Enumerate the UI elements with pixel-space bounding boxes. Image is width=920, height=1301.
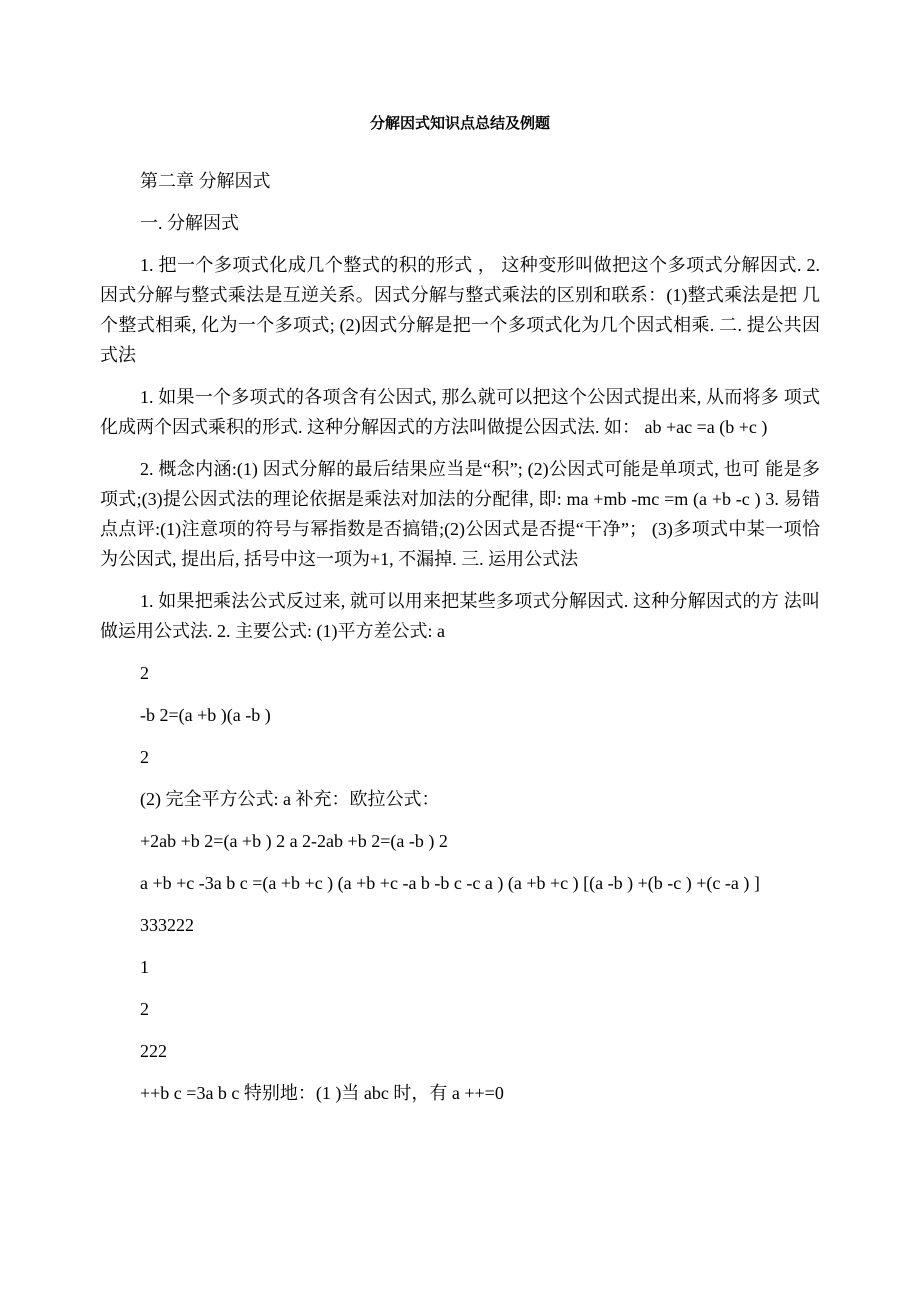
document-title: 分解因式知识点总结及例题	[369, 116, 550, 132]
paragraph: 1. 如果把乘法公式反过来, 就可以用来把某些多项式分解因式. 这种分解因式的方 法叫做运用公式法. 2. 主要公式: (1)平方差公式: a	[100, 591, 820, 641]
paragraph: 1. 把一个多项式化成几个整式的积的形式 ， 这种变形叫做把这个多项式分解因式. 2. 因式分解与整式乘法是互逆关系。因式分解与整式乘法的区别和联系：(1)整式乘法是把 几个整式相乘, 化为一个多项式; (2)因式分解是把一个多项式化为几个因式相乘. 二. 提公共因式法	[100, 255, 820, 365]
paragraph: 1. 如果一个多项式的各项含有公因式, 那么就可以把这个公因式提出来, 从而将多 项式化成两个因式乘积的形式. 这种分解因式的方法叫做提公因式法. 如： ab +ac =a (b +c )	[100, 387, 820, 437]
paragraph: ++b c =3a b c 特别地：(1 )当 abc 时，有 a ++=0	[140, 1083, 504, 1103]
paragraph: +2ab +b 2=(a +b ) 2 a 2-2ab +b 2=(a -b ) 2	[140, 831, 448, 851]
paragraph: 1	[140, 957, 149, 977]
paragraph: a +b +c -3a b c =(a +b +c ) (a +b +c -a b -b c -c a ) (a +b +c ) [(a -b ) +(b -c ) +(c -a ) ]	[140, 873, 760, 893]
paragraph: 一. 分解因式	[140, 213, 239, 233]
paragraph: -b 2=(a +b )(a -b )	[140, 705, 271, 725]
paragraph: 2	[140, 663, 149, 683]
paragraph: 222	[140, 1041, 167, 1061]
paragraph: 2. 概念内涵:(1) 因式分解的最后结果应当是“积”; (2)公因式可能是单项式, 也可 能是多项式;(3)提公因式法的理论依据是乘法对加法的分配律, 即: ma +mb -mc =m (a +b -c ) 3. 易错点点评:(1)注意项的符号与幂指数是否搞错;(2)公因式是否提“干净”； (3)多项式中某一项恰为公因式, 提出后, 括号中这一项为+1, 不漏掉. 三. 运用公式法	[100, 459, 820, 569]
paragraph: 333222	[140, 915, 194, 935]
paragraph: 第二章 分解因式	[140, 171, 271, 191]
paragraph: (2) 完全平方公式: a 补充：欧拉公式：	[140, 789, 440, 809]
paragraph: 2	[140, 747, 149, 767]
paragraph: 2	[140, 999, 149, 1019]
